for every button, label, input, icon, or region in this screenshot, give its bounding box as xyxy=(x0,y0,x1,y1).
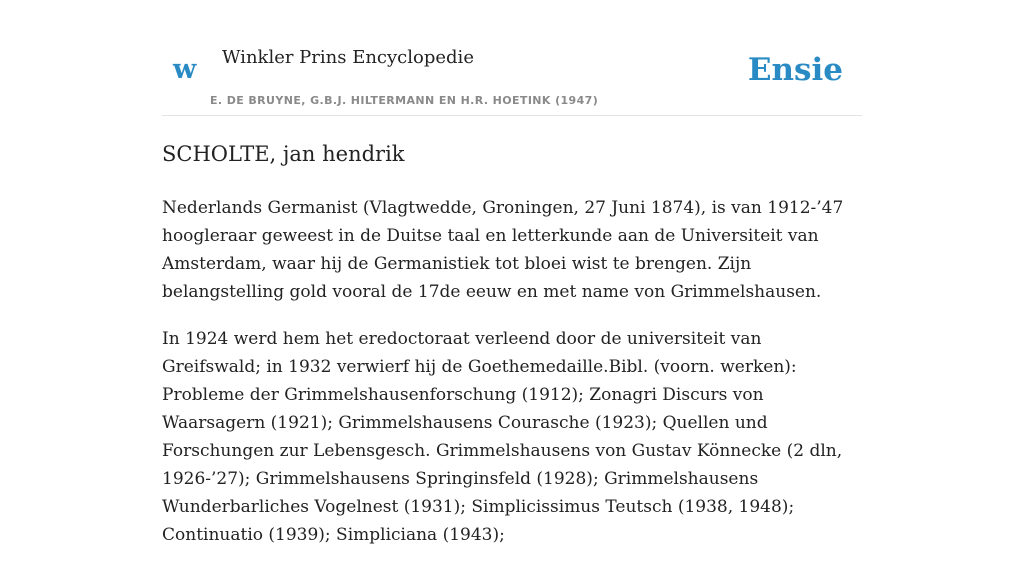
site-header xyxy=(162,38,862,116)
ensie-logo-link[interactable]: Ensie xyxy=(747,52,843,88)
article xyxy=(162,136,862,568)
article-title: SCHOLTE, jan hendrik xyxy=(162,142,405,166)
book-title[interactable]: Winkler Prins Encyclopedie xyxy=(222,47,474,68)
article-paragraph: Nederlands Germanist (Vlagtwedde, Groningen, 27 Juni 1874), is van 1912-’47 hoogleraar geweest in de Duitse taal en letterkunde aan de Universiteit van Amsterdam, waar hij de Germanistiek tot bloei wist te brengen. Zijn belangstelling gold vooral de 17de eeuw en met name von Grimmelshausen. xyxy=(162,198,844,302)
winkler-prins-logo[interactable]: w xyxy=(173,54,197,85)
book-authors: E. DE BRUYNE, G.B.J. HILTERMANN EN H.R. HOETINK (1947) xyxy=(210,94,599,107)
article-paragraph: In 1924 werd hem het eredoctoraat verleend door de universiteit van Greifswald; in 1932 verwierf hij de Goethemedaille.Bibl. (voorn. werken): Probleme der Grimmelshausenforschung (1912); Zonagri Discurs von Waarsagern (1921); Grimmelshausens Courasche (1923); Quellen und Forschungen zur Lebensgesch. Grimmelshausens von Gustav Könnecke (2 dln, 1926-’27); Grimmelshausens Springinsfeld (1928); Grimmelshausens Wunderbarliches Vogelnest (1931); Simplicissimus Teutsch (1938, 1948); Continuatio (1939); Simpliciana (1943); xyxy=(162,329,843,545)
